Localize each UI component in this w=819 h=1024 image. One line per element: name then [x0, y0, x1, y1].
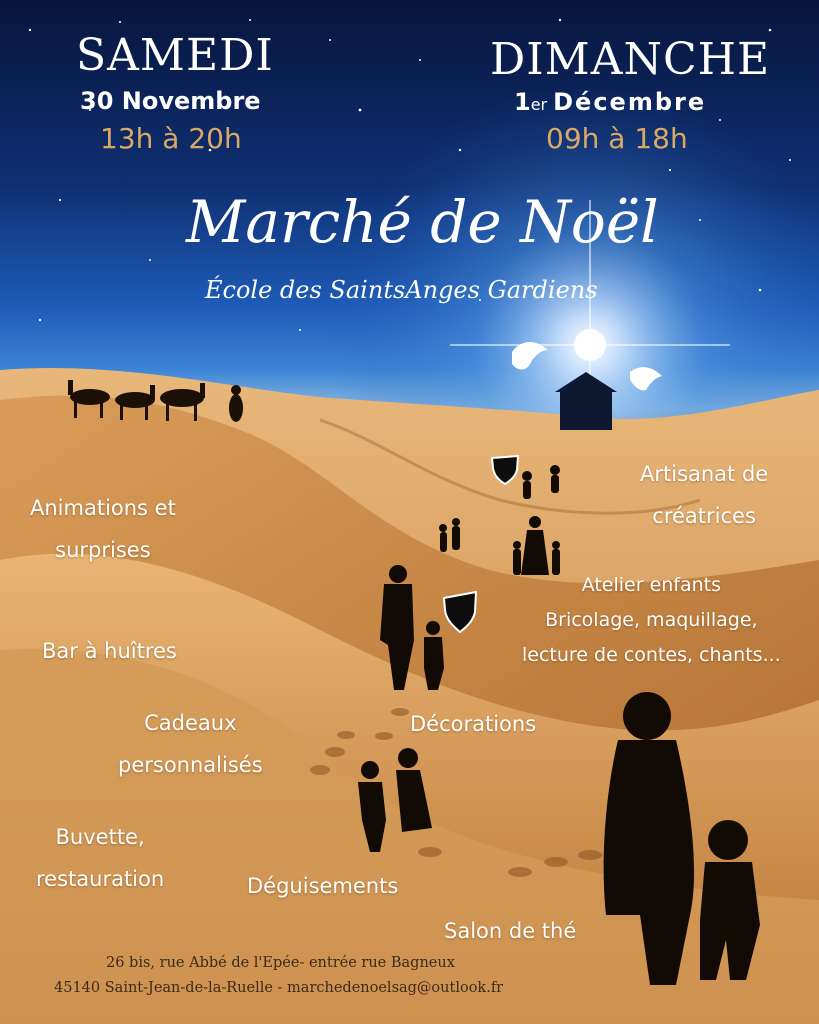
feature-atelier-enfants	[522, 568, 781, 673]
school-name: École des SaintsAnges Gardiens	[205, 276, 598, 304]
feature-buvette-line1: Buvette,	[55, 825, 145, 849]
feature-atelier-line3: lecture de contes, chants...	[522, 644, 781, 666]
saturday-hours: 13h à 20h	[100, 122, 242, 155]
feature-atelier-line1: Atelier enfants	[581, 574, 722, 596]
feature-buvette-line2: restauration	[36, 867, 165, 891]
address-line-1: 26 bis, rue Abbé de l'Epée- entrée rue Bagneux	[106, 955, 455, 971]
sunday-date-number: 1	[514, 88, 531, 116]
feature-cadeaux-line1: Cadeaux	[144, 711, 237, 735]
feature-artisanat-line1: Artisanat de	[640, 462, 769, 486]
feature-deguisements: Déguisements	[247, 874, 399, 898]
sunday-date-month: Décembre	[553, 88, 707, 116]
saturday-label: SAMEDI	[76, 30, 274, 81]
sunday-date	[514, 88, 706, 116]
sunday-label: DIMANCHE	[490, 34, 771, 85]
feature-animations-line2: surprises	[55, 538, 151, 562]
sunday-date-suffix: er	[530, 95, 548, 114]
feature-atelier-line2: Bricolage, maquillage,	[545, 609, 758, 631]
feature-animations-line1: Animations et	[30, 496, 176, 520]
feature-cadeaux-line2: personnalisés	[118, 753, 263, 777]
feature-animations	[30, 487, 176, 571]
sunday-hours: 09h à 18h	[546, 122, 688, 155]
feature-buvette	[36, 816, 164, 900]
feature-decorations: Décorations	[410, 712, 537, 736]
event-title: Marché de Noël	[186, 188, 659, 256]
feature-artisanat-line2: créatrices	[652, 504, 756, 528]
feature-bar-huitres: Bar à huîtres	[42, 639, 177, 663]
saturday-date: 30 Novembre	[80, 87, 261, 115]
feature-artisanat	[640, 453, 768, 537]
address-line-2: 45140 Saint-Jean-de-la-Ruelle - marchedenoelsag@outlook.fr	[54, 980, 504, 996]
feature-cadeaux	[118, 702, 263, 786]
feature-salon-the: Salon de thé	[444, 919, 577, 943]
